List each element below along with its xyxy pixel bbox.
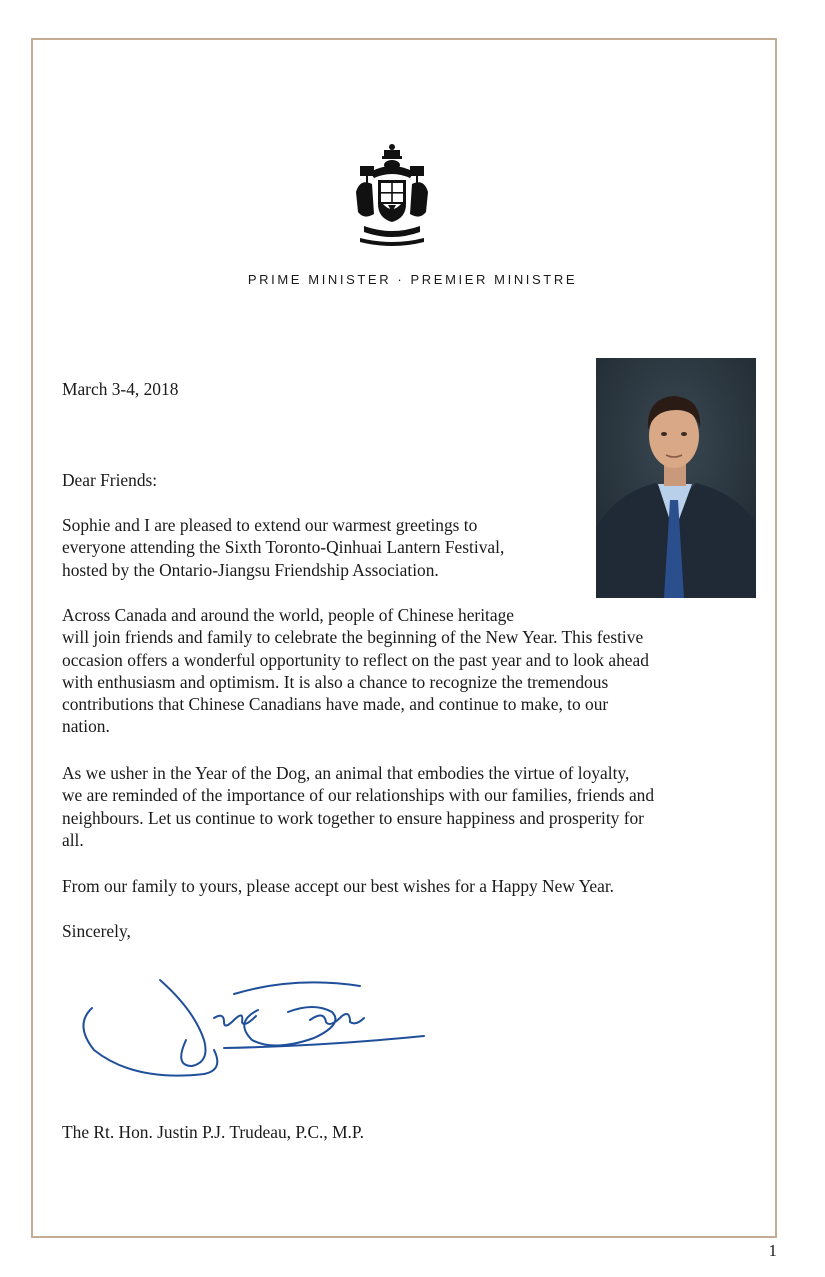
paragraph-line: occasion offers a wonderful opportunity to reflect on the past year and to look ahead: [62, 649, 649, 670]
paragraph-line: Sophie and I are pleased to extend our warmest greetings to: [62, 515, 478, 535]
paragraph-line: will join friends and family to celebrate the beginning of the New Year. This festive: [62, 627, 644, 648]
paragraph-line: As we usher in the Year of the Dog, an animal that embodies the virtue of loyalty,: [62, 763, 630, 783]
paragraph-line: neighbours. Let us continue to work together to ensure happiness and prosperity for: [62, 807, 644, 828]
paragraph-2: [62, 604, 649, 738]
paragraph-line: contributions that Chinese Canadians have made, and continue to make, to our: [62, 694, 609, 715]
salutation: Dear Friends:: [62, 470, 158, 490]
coat-of-arms-icon: [350, 142, 434, 248]
signature-icon: [74, 970, 434, 1085]
paragraph-line: hosted by the Ontario-Jiangsu Friendship Association.: [62, 559, 439, 580]
letter-date: March 3-4, 2018: [62, 379, 179, 399]
paragraph-line: everyone attending the Sixth Toronto-Qinhuai Lantern Festival,: [62, 537, 505, 558]
paragraph-line: all.: [62, 829, 84, 850]
portrait-photo: [596, 358, 756, 598]
paragraph-line: nation.: [62, 716, 110, 737]
office-title: PRIME MINISTER · PREMIER MINISTRE: [247, 272, 578, 287]
paragraph-4: From our family to yours, please accept our best wishes for a Happy New Year.: [62, 876, 615, 896]
page-number: 1: [768, 1241, 777, 1260]
paragraph-1: [62, 514, 504, 581]
paragraph-line: we are reminded of the importance of our relationships with our families, friends and: [62, 785, 655, 806]
paragraph-3: [62, 762, 654, 851]
signatory-name: The Rt. Hon. Justin P.J. Trudeau, P.C., M.P.: [62, 1122, 364, 1142]
closing: Sincerely,: [62, 921, 131, 941]
paragraph-line: Across Canada and around the world, people of Chinese heritage: [62, 605, 515, 625]
paragraph-line: with enthusiasm and optimism. It is also a chance to recognize the tremendous: [62, 671, 609, 692]
